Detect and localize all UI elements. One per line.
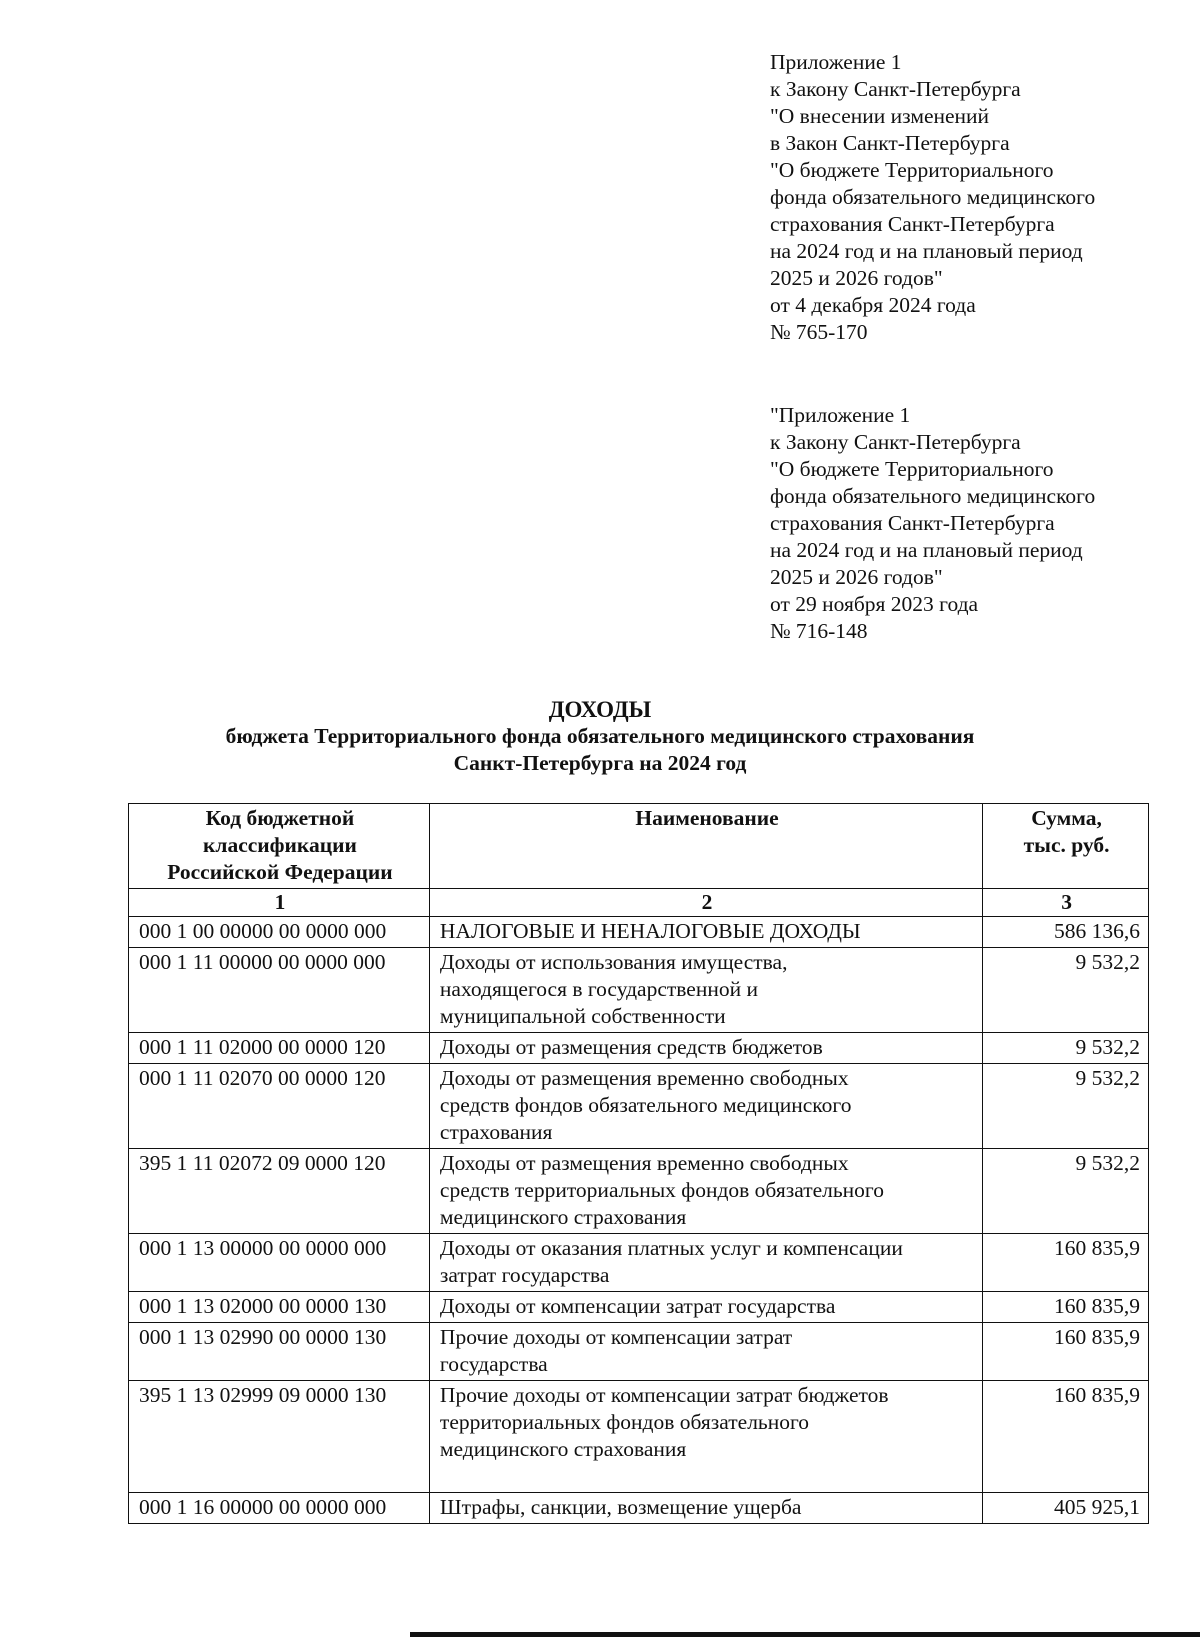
row-name-line: Доходы от компенсации затрат государства	[439, 1294, 836, 1318]
row-name-line: Штрафы, санкции, возмещение ущерба	[439, 1495, 802, 1519]
row-name-line: территориальных фондов обязательного	[439, 1410, 810, 1434]
annex-original-header	[770, 402, 1095, 645]
row-name	[429, 1292, 982, 1323]
table-row	[129, 1234, 1149, 1292]
annex-original-line: "О бюджете Территориального	[770, 457, 1054, 481]
row-name-line: средств территориальных фондов обязательного	[439, 1178, 884, 1202]
row-sum: 9 532,2	[983, 948, 1149, 1033]
annex-amendment-line: на 2024 год и на плановый период	[770, 239, 1083, 263]
row-name	[429, 1033, 982, 1064]
row-name-line: медицинского страхования	[439, 1205, 687, 1229]
header-name	[429, 804, 982, 889]
table-row	[129, 1292, 1149, 1323]
title-line-1: бюджета Территориального фонда обязательного медицинского страхования	[225, 724, 975, 748]
header-code-line: классификации	[203, 833, 357, 857]
row-name-line: Доходы от использования имущества,	[439, 950, 788, 974]
row-sum: 160 835,9	[983, 1381, 1149, 1493]
row-sum: 160 835,9	[983, 1323, 1149, 1381]
annex-amendment-line: "О бюджете Территориального	[770, 158, 1054, 182]
row-code: 000 1 00 00000 00 0000 000	[129, 917, 430, 948]
row-name	[429, 1149, 982, 1234]
row-sum: 160 835,9	[983, 1292, 1149, 1323]
table-row	[129, 1064, 1149, 1149]
annex-amendment-line: Приложение 1	[770, 50, 902, 74]
annex-original-line: 2025 и 2026 годов"	[770, 565, 943, 589]
row-name	[429, 1234, 982, 1292]
row-name-line: Доходы от размещения средств бюджетов	[439, 1035, 823, 1059]
annex-original-line: на 2024 год и на плановый период	[770, 538, 1083, 562]
income-table	[128, 803, 1149, 1524]
page-edge-bar	[410, 1632, 1200, 1637]
header-code	[129, 804, 430, 889]
annex-amendment-header	[770, 49, 1095, 346]
row-name-line: Доходы от размещения временно свободных	[439, 1066, 849, 1090]
row-sum: 9 532,2	[983, 1149, 1149, 1234]
table-row	[129, 1149, 1149, 1234]
annex-amendment-line: "О внесении изменений	[770, 104, 990, 128]
table-row	[129, 1033, 1149, 1064]
row-sum: 586 136,6	[983, 917, 1149, 948]
row-name-line: затрат государства	[439, 1263, 610, 1287]
row-name-line	[440, 1463, 974, 1490]
row-code: 395 1 11 02072 09 0000 120	[129, 1149, 430, 1234]
annex-amendment-line: № 765-170	[770, 320, 868, 344]
row-name	[429, 1381, 982, 1493]
row-name-line: государства	[439, 1352, 548, 1376]
row-name-line: средств фондов обязательного медицинского	[439, 1093, 852, 1117]
header-code-line: Российской Федерации	[167, 860, 393, 884]
row-code: 000 1 11 00000 00 0000 000	[129, 948, 430, 1033]
table-row	[129, 948, 1149, 1033]
annex-amendment-line: от 4 декабря 2024 года	[770, 293, 976, 317]
column-number-row	[129, 889, 1149, 917]
header-sum	[983, 804, 1149, 889]
table-row	[129, 917, 1149, 948]
header-name-line: Наименование	[635, 806, 779, 830]
annex-amendment-line: страхования Санкт-Петербурга	[770, 212, 1055, 236]
column-number-1: 1	[129, 889, 430, 917]
annex-original-line: страхования Санкт-Петербурга	[770, 511, 1055, 535]
row-code: 395 1 13 02999 09 0000 130	[129, 1381, 430, 1493]
row-code: 000 1 16 00000 00 0000 000	[129, 1493, 430, 1524]
annex-amendment-line: в Закон Санкт-Петербурга	[770, 131, 1010, 155]
table-row	[129, 1381, 1149, 1493]
annex-amendment-line: к Закону Санкт-Петербурга	[770, 77, 1021, 101]
annex-original-line: к Закону Санкт-Петербурга	[770, 430, 1021, 454]
row-name-line: Прочие доходы от компенсации затрат бюджетов	[439, 1383, 889, 1407]
table-header-row	[129, 804, 1149, 889]
row-sum: 160 835,9	[983, 1234, 1149, 1292]
row-name	[429, 1493, 982, 1524]
row-code: 000 1 11 02070 00 0000 120	[129, 1064, 430, 1149]
row-name-line: НАЛОГОВЫЕ И НЕНАЛОГОВЫЕ ДОХОДЫ	[439, 919, 861, 943]
row-sum: 9 532,2	[983, 1033, 1149, 1064]
header-sum-line: тыс. руб.	[1023, 833, 1110, 857]
row-name-line: медицинского страхования	[439, 1437, 687, 1461]
row-name-line: находящегося в государственной и	[439, 977, 758, 1001]
title-line-2: Санкт-Петербурга на 2024 год	[453, 751, 747, 775]
column-number-2: 2	[429, 889, 982, 917]
row-name-line: Доходы от размещения временно свободных	[439, 1151, 849, 1175]
row-name	[429, 917, 982, 948]
column-number-3: 3	[983, 889, 1149, 917]
annex-amendment-line: фонда обязательного медицинского	[770, 185, 1096, 209]
annex-original-line: № 716-148	[770, 619, 868, 643]
row-code: 000 1 13 00000 00 0000 000	[129, 1234, 430, 1292]
row-sum: 9 532,2	[983, 1064, 1149, 1149]
document-title	[0, 696, 1200, 777]
row-name-line: муниципальной собственности	[439, 1004, 726, 1028]
row-name	[429, 1323, 982, 1381]
table-row	[129, 1323, 1149, 1381]
title-main: ДОХОДЫ	[548, 697, 652, 722]
table-body	[129, 917, 1149, 1524]
row-name	[429, 948, 982, 1033]
row-name-line: Прочие доходы от компенсации затрат	[439, 1325, 793, 1349]
annex-original-line: "Приложение 1	[770, 403, 911, 427]
row-code: 000 1 11 02000 00 0000 120	[129, 1033, 430, 1064]
header-code-line: Код бюджетной	[205, 806, 355, 830]
row-name-line: страхования	[439, 1120, 553, 1144]
table-row	[129, 1493, 1149, 1524]
row-code: 000 1 13 02000 00 0000 130	[129, 1292, 430, 1323]
row-code: 000 1 13 02990 00 0000 130	[129, 1323, 430, 1381]
annex-original-line: от 29 ноября 2023 года	[770, 592, 979, 616]
header-sum-line: Сумма,	[1031, 806, 1102, 830]
annex-original-line: фонда обязательного медицинского	[770, 484, 1096, 508]
row-name-line: Доходы от оказания платных услуг и компенсации	[439, 1236, 903, 1260]
row-sum: 405 925,1	[983, 1493, 1149, 1524]
annex-amendment-line: 2025 и 2026 годов"	[770, 266, 943, 290]
row-name	[429, 1064, 982, 1149]
